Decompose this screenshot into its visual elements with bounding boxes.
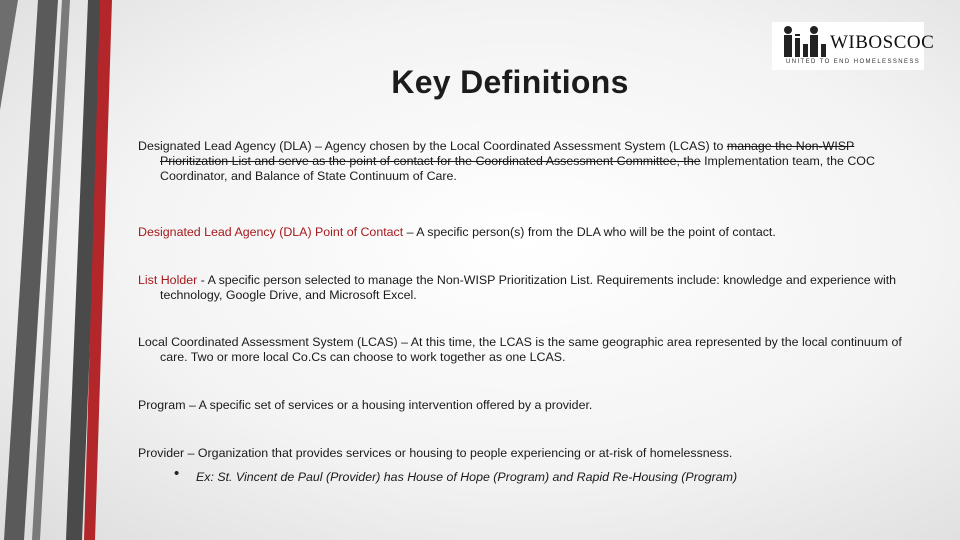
definition-provider: [138, 446, 920, 461]
definition-lcas: [138, 335, 920, 365]
definition-strikethrough-text: manage the Non-WISP Prioritization List and serve as the point of contact for the Coordinated Assessment Committee, the: [160, 139, 855, 168]
definition-text-tail: Implementation team, the COC Coordinator, and Balance of State Continuum of Care.: [160, 154, 875, 183]
definition-term: Local Coordinated Assessment System (LCAS): [138, 335, 398, 349]
definition-program: [138, 398, 920, 413]
definition-dla-point-of-contact: [138, 225, 920, 240]
definition-text: Agency chosen by the Local Coordinated Assessment System (LCAS) to: [324, 139, 727, 153]
definition-text: Organization that provides services or housing to people experiencing or at-risk of homelessness.: [197, 446, 733, 460]
definition-term: Provider: [138, 446, 185, 460]
definition-text: At this time, the LCAS is the same geographic area represented by the local continuum of care. Two or more local Co.Cs can choose to work together as one LCAS.: [160, 335, 902, 364]
definition-dla: [138, 139, 920, 184]
definition-term: Designated Lead Agency (DLA): [138, 139, 312, 153]
definition-term: List Holder: [138, 273, 198, 287]
definition-term: Program: [138, 398, 186, 412]
slide-title: Key Definitions: [391, 64, 629, 100]
logo-name: WIBOSCOC: [830, 32, 935, 53]
definition-text: A specific person selected to manage the Non-WISP Prioritization List. Requirements include: knowledge and experience with technology, Google Drive, and Microsoft Excel.: [160, 273, 897, 302]
organization-logo: [772, 22, 935, 70]
definition-list-holder: [138, 273, 920, 303]
definition-term: Designated Lead Agency (DLA) Point of Contact: [138, 225, 404, 239]
logo-tagline: UNITED TO END HOMELESSNESS: [786, 59, 921, 65]
definition-separator: –: [403, 225, 417, 239]
definition-text: A specific person(s) from the DLA who will be the point of contact.: [416, 225, 776, 239]
bullet-icon: •: [174, 465, 180, 482]
definition-separator: –: [397, 335, 411, 349]
definition-separator: -: [197, 273, 208, 287]
provider-example: Ex: St. Vincent de Paul (Provider) has House of Hope (Program) and Rapid Re-Housing (Program): [196, 470, 738, 484]
definition-separator: –: [311, 139, 325, 153]
definition-separator: –: [185, 398, 199, 412]
people-icon: [778, 24, 830, 58]
definition-text: A specific set of services or a housing intervention offered by a provider.: [198, 398, 593, 412]
definition-separator: –: [184, 446, 198, 460]
